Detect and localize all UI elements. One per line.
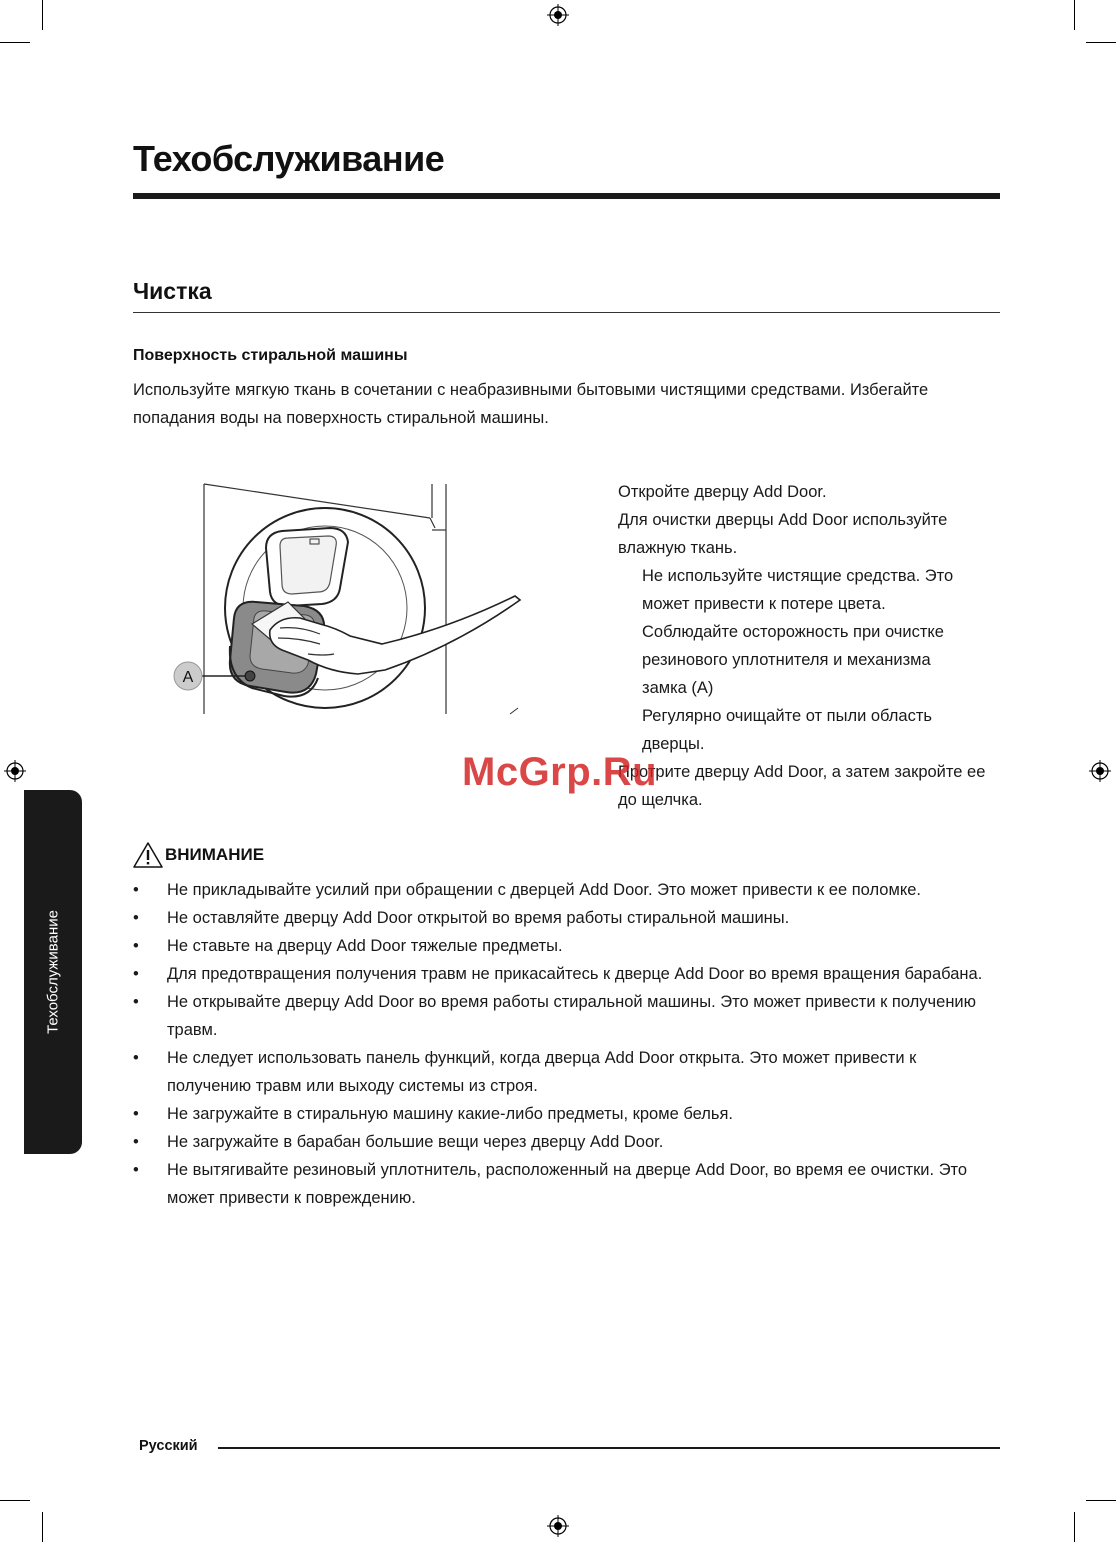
- caution-item: [133, 876, 1003, 904]
- crop-mark: [42, 0, 43, 30]
- warning-triangle-icon: [133, 842, 163, 868]
- watermark: McGrp.Ru: [462, 750, 658, 794]
- add-door-cleaning-illustration: [170, 478, 525, 718]
- step-line: Не используйте чистящие средства. Это: [642, 567, 954, 585]
- caution-item: [133, 1156, 1003, 1212]
- chapter-side-tab-label: Техобслуживание: [44, 910, 62, 1034]
- step-line: может привести к потере цвета.: [642, 595, 886, 613]
- crop-mark: [1074, 1512, 1075, 1542]
- caution-item-line: • Не ставьте на дверцу Add Door тяжелые предметы.: [167, 937, 563, 955]
- caution-item-line: • Не загружайте в стиральную машину какие-либо предметы, кроме белья.: [167, 1105, 733, 1123]
- caution-item-line: • Не прикладывайте усилий при обращении с дверцей Add Door. Это может привести к ее поломке.: [167, 881, 921, 899]
- step-line: влажную ткань.: [618, 539, 738, 557]
- step-line: замка (А): [642, 679, 714, 697]
- caution-item-line: может привести к повреждению.: [167, 1189, 416, 1207]
- step-line: Соблюдайте осторожность при очистке: [642, 623, 944, 641]
- intro-paragraph: [133, 376, 993, 432]
- registration-mark-icon: [4, 760, 26, 782]
- caution-item-line: получению травм или выходу системы из строя.: [167, 1077, 538, 1095]
- footer-rule: [218, 1447, 1000, 1449]
- crop-mark: [1086, 1500, 1116, 1501]
- cleaning-steps: [618, 478, 1008, 814]
- caution-item: [133, 1128, 1003, 1156]
- crop-mark: [0, 42, 30, 43]
- crop-mark: [1074, 0, 1075, 30]
- caution-item: [133, 988, 1003, 1044]
- caution-item-line: • Не оставляйте дверцу Add Door открытой во время работы стиральной машины.: [167, 909, 790, 927]
- subsection-title: Поверхность стиральной машины: [133, 347, 408, 364]
- title-rule: [133, 193, 1000, 199]
- caution-heading: [133, 842, 264, 868]
- callout-a-label: A: [182, 669, 194, 686]
- caution-item: [133, 932, 1003, 960]
- caution-item-line: • Не открывайте дверцу Add Door во время работы стиральной машины. Это может привести к получению: [167, 993, 977, 1011]
- step-line: Протрите дверцу Add Door, а затем закройте ее: [618, 763, 986, 781]
- caution-item-line: травм.: [167, 1021, 218, 1039]
- footer-language: Русский: [139, 1438, 198, 1454]
- page-title: Техобслуживание: [133, 138, 445, 179]
- caution-item: [133, 960, 1003, 988]
- registration-mark-icon: [547, 1515, 569, 1537]
- intro-line: Используйте мягкую ткань в сочетании с неабразивными бытовыми чистящими средствами. Избегайте: [133, 381, 929, 399]
- registration-mark-icon: [547, 4, 569, 26]
- intro-line: попадания воды на поверхность стиральной машины.: [133, 409, 549, 427]
- caution-item-line: • Не загружайте в барабан большие вещи через дверцу Add Door.: [167, 1133, 664, 1151]
- crop-mark: [0, 1500, 30, 1501]
- caution-item-line: • Для предотвращения получения травм не прикасайтесь к дверце Add Door во время вращения барабана.: [167, 965, 983, 983]
- chapter-side-tab: [24, 790, 82, 1154]
- section-title: Чистка: [133, 278, 212, 304]
- caution-item: [133, 1044, 1003, 1100]
- step-line: резинового уплотнителя и механизма: [642, 651, 931, 669]
- section-rule: [133, 312, 1000, 313]
- caution-item-line: • Не вытягивайте резиновый уплотнитель, расположенный на дверце Add Door, во время ее очистки. Это: [167, 1161, 968, 1179]
- registration-mark-icon: [1089, 760, 1111, 782]
- step-line: Откройте дверцу Add Door.: [618, 483, 827, 501]
- caution-item: [133, 1100, 1003, 1128]
- step-line: Регулярно очищайте от пыли область: [642, 707, 932, 725]
- caution-list: [133, 876, 1003, 1212]
- step-line: Для очистки дверцы Add Door используйте: [618, 511, 948, 529]
- step-line: до щелчка.: [618, 791, 703, 809]
- step-line: дверцы.: [642, 735, 705, 753]
- caution-title: ВНИМАНИЕ: [165, 845, 265, 864]
- crop-mark: [1086, 42, 1116, 43]
- caution-item-line: • Не следует использовать панель функций, когда дверца Add Door открыта. Это может привести к: [167, 1049, 917, 1067]
- caution-item: [133, 904, 1003, 932]
- crop-mark: [42, 1512, 43, 1542]
